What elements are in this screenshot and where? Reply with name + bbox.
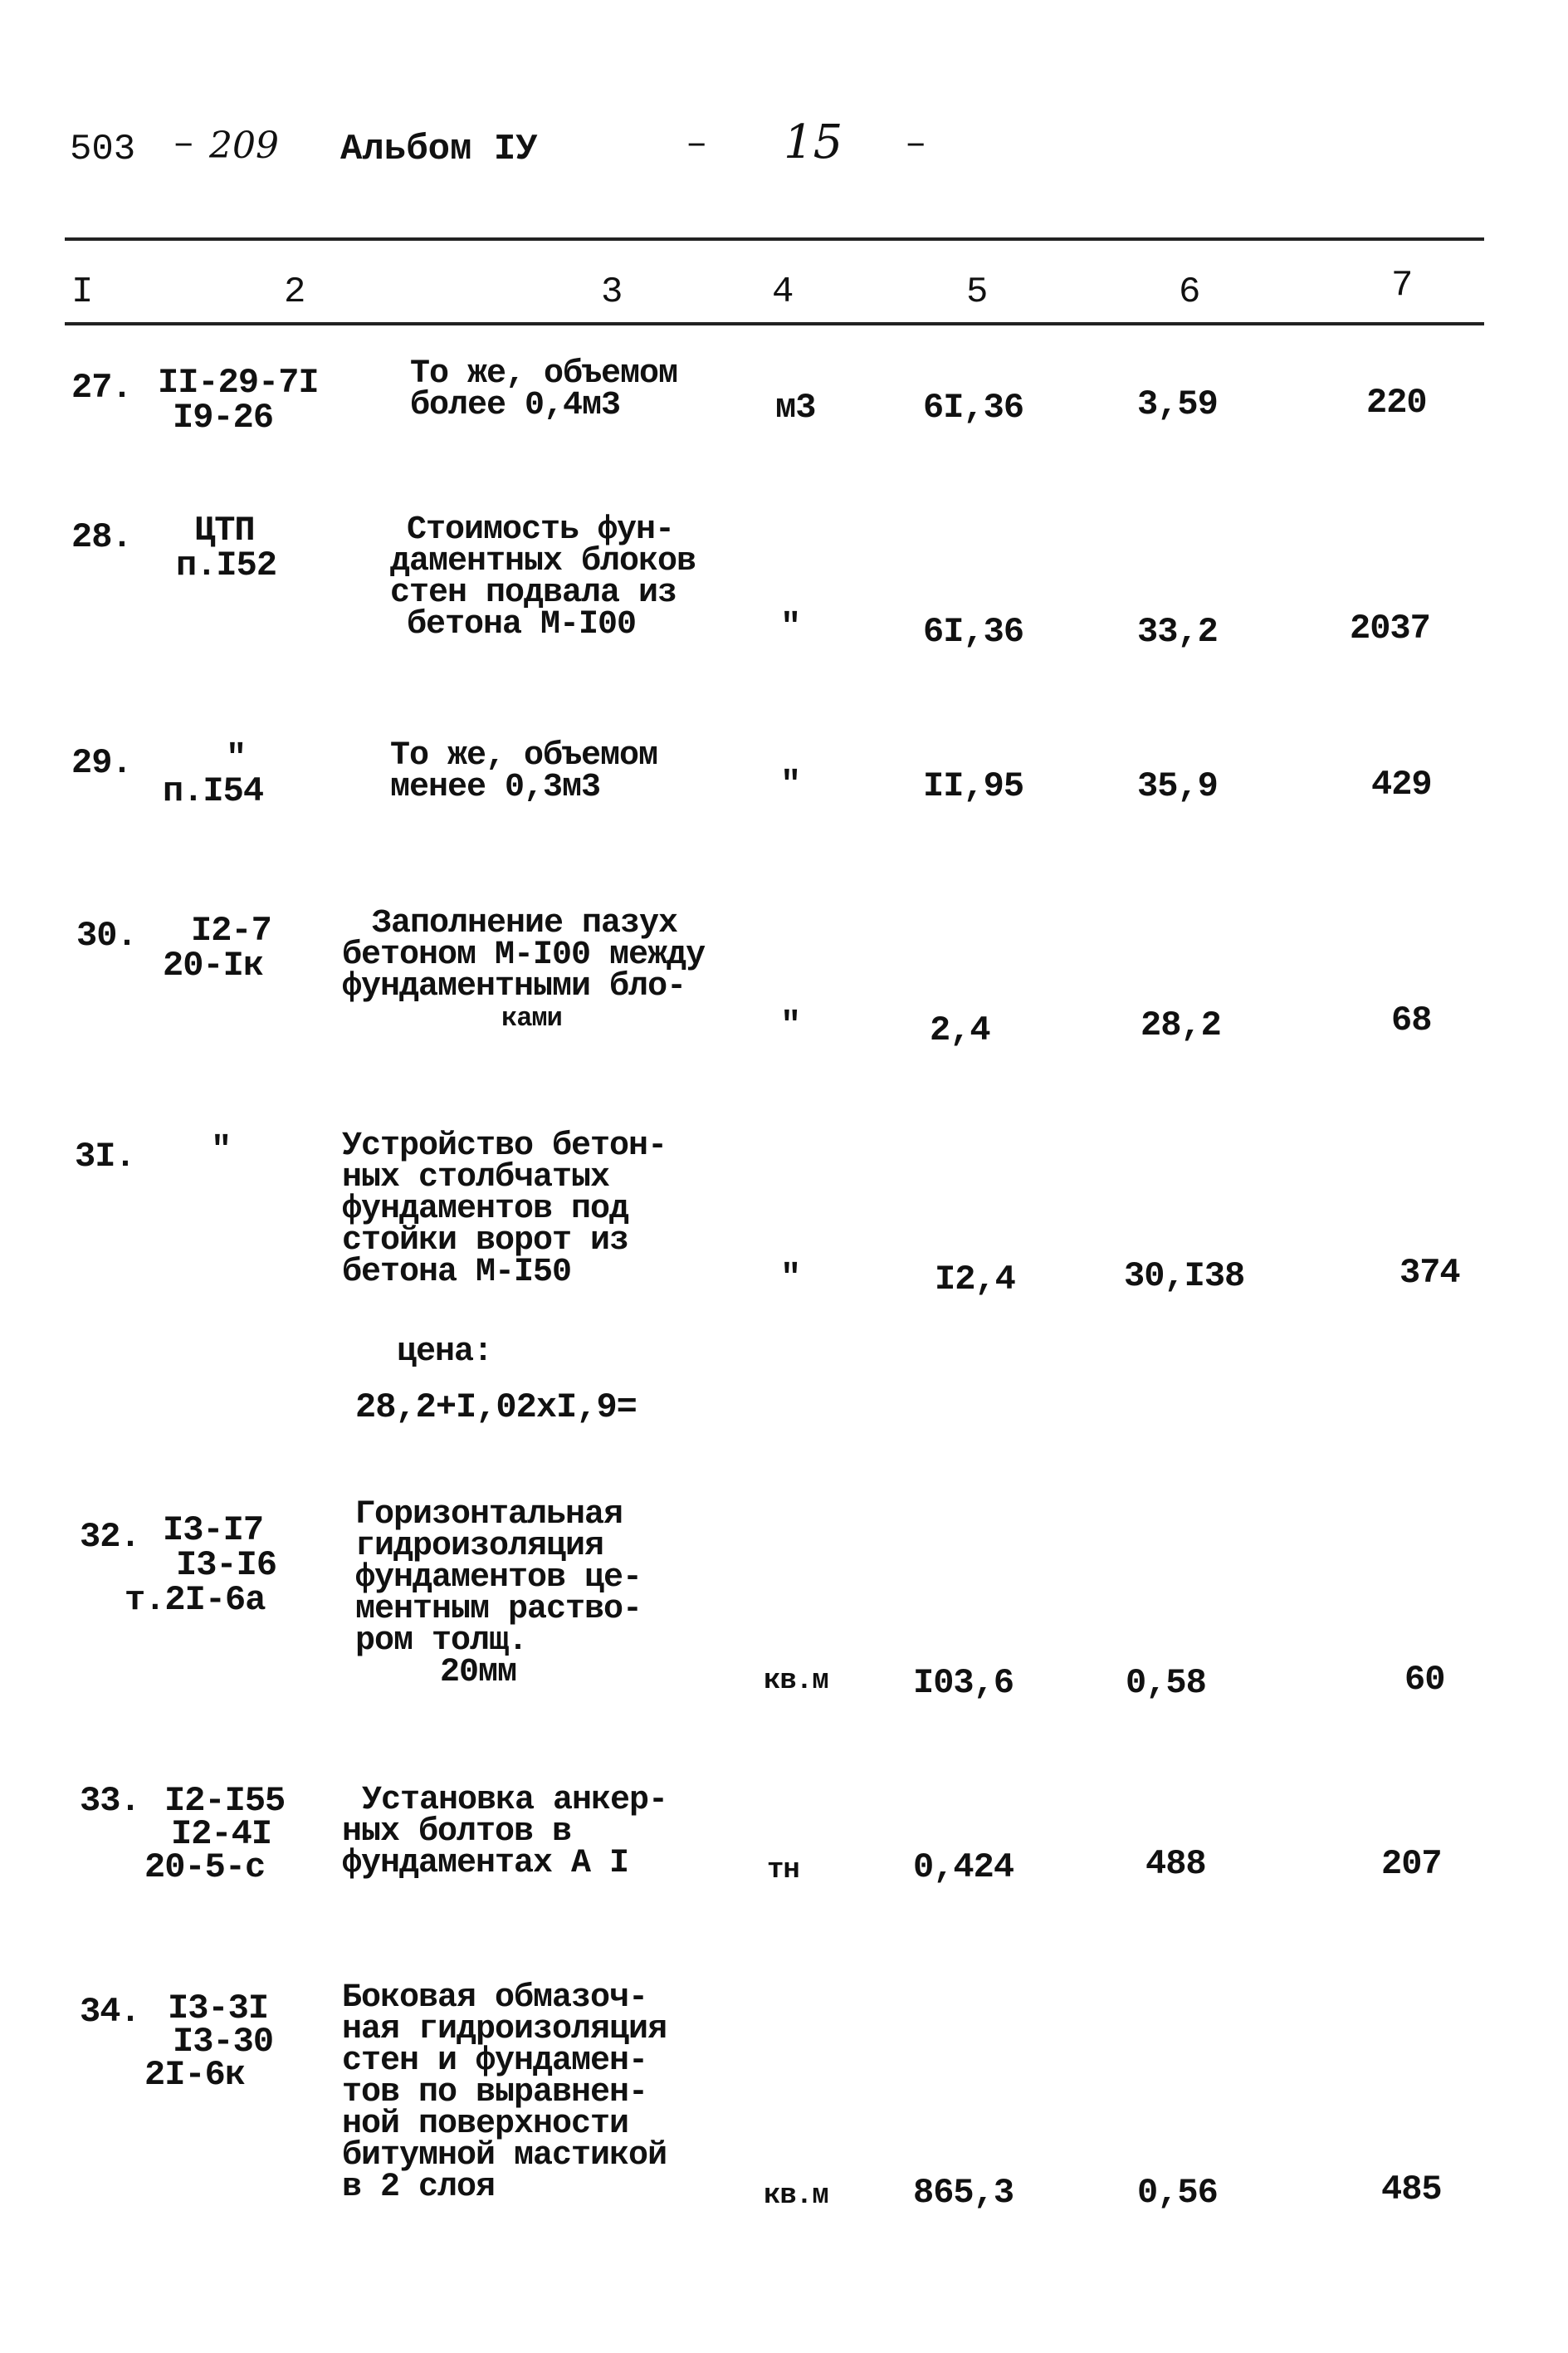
header-dash: – — [905, 124, 927, 165]
row-code: I9-26 — [173, 398, 274, 438]
row-code: т.2I-6а — [125, 1580, 266, 1620]
row-code: I3-3I — [168, 1989, 269, 2028]
row-unit-price: 30,I38 — [1124, 1256, 1245, 1296]
row-unit-price: 3,59 — [1137, 384, 1218, 424]
column-header: 4 — [772, 272, 794, 313]
row-description: более 0,4м3 — [410, 387, 621, 424]
row-code: " — [226, 738, 247, 778]
row-unit: " — [780, 1258, 801, 1298]
row-code: ЦТП — [194, 511, 255, 550]
row-total: 220 — [1366, 383, 1427, 423]
row-description: ками — [501, 1003, 562, 1034]
column-header: I — [71, 272, 94, 313]
row-total: 485 — [1381, 2170, 1442, 2209]
row-unit-price: 0,58 — [1126, 1663, 1206, 1703]
row-total: 429 — [1371, 765, 1432, 805]
header-dash: – — [686, 124, 708, 165]
row-description: стойки ворот из — [342, 1222, 629, 1260]
row-code: 2I-6к — [144, 2055, 246, 2095]
table-top-rule — [65, 237, 1484, 241]
row-code: I3-I7 — [163, 1510, 264, 1550]
price-note-label: цена: — [397, 1333, 493, 1371]
row-description: стен подвала из — [390, 575, 677, 612]
row-number: 30. — [76, 916, 137, 956]
row-total: 68 — [1391, 1000, 1432, 1040]
column-header: 5 — [966, 272, 989, 313]
row-description: ная гидроизоляция — [342, 2011, 667, 2048]
row-quantity: 6I,36 — [923, 612, 1024, 652]
row-description: бетона М-I50 — [342, 1254, 572, 1291]
row-description: битумной мастикой — [342, 2137, 667, 2174]
column-header: 2 — [284, 272, 306, 313]
doc-number: 503 — [70, 129, 136, 170]
row-code: " — [211, 1130, 232, 1170]
row-unit: кв.м — [764, 2180, 828, 2212]
row-quantity: II,95 — [923, 766, 1024, 806]
row-unit: " — [780, 1005, 801, 1045]
table-header-rule — [65, 322, 1484, 325]
row-code: I2-I55 — [164, 1781, 286, 1821]
row-description: стен и фундамен- — [342, 2042, 648, 2080]
row-description: менее 0,3м3 — [390, 769, 601, 806]
row-total: 207 — [1381, 1844, 1442, 1884]
row-description: Стоимость фун- — [407, 511, 675, 549]
row-description: фундаментов под — [342, 1191, 629, 1228]
row-quantity: 0,424 — [913, 1847, 1014, 1887]
column-header: 7 — [1391, 265, 1414, 306]
row-unit: тн — [767, 1855, 799, 1886]
row-description: фундаментными бло- — [342, 968, 686, 1005]
row-description: Боковая обмазоч- — [342, 1979, 648, 2017]
row-description: Заполнение пазух — [372, 905, 678, 942]
row-description: даментных блоков — [390, 543, 696, 580]
row-description: бетоном М-I00 между — [342, 937, 706, 974]
row-description: То же, объемом — [410, 355, 678, 393]
row-code: 20-5-с — [144, 1847, 266, 1887]
row-quantity: 865,3 — [913, 2173, 1014, 2213]
row-number: 28. — [71, 517, 132, 557]
page-number: 15 — [784, 115, 843, 169]
row-total: 374 — [1399, 1253, 1460, 1293]
row-number: 32. — [80, 1517, 140, 1557]
row-quantity: I03,6 — [913, 1663, 1014, 1703]
row-code: п.I54 — [163, 771, 264, 811]
row-number: 29. — [71, 743, 132, 783]
row-total: 60 — [1404, 1660, 1445, 1700]
row-code: II-29-7I — [158, 363, 319, 403]
row-description: Устройство бетон- — [342, 1128, 667, 1165]
album-label: Альбом IУ — [340, 129, 538, 170]
row-description: тов по выравнен- — [342, 2074, 648, 2111]
row-unit: кв.м — [764, 1666, 828, 1697]
row-description: фундаментах А I — [342, 1845, 629, 1882]
row-code: п.I52 — [176, 545, 277, 585]
row-description: ных столбчатых — [342, 1159, 610, 1196]
row-description: бетона М-I00 — [407, 606, 637, 643]
row-description: Установка анкер- — [362, 1782, 668, 1819]
row-number: 33. — [80, 1781, 140, 1821]
header-dash: – — [173, 124, 195, 165]
row-description: в 2 слоя — [342, 2169, 496, 2206]
row-unit-price: 28,2 — [1141, 1005, 1221, 1045]
row-quantity: 6I,36 — [923, 388, 1024, 428]
row-description: ментным раство- — [355, 1591, 642, 1628]
row-unit-price: 0,56 — [1137, 2173, 1218, 2213]
price-note-formula: 28,2+I,02хI,9= — [355, 1387, 637, 1427]
row-description: То же, объемом — [390, 737, 658, 775]
row-unit: " — [780, 607, 801, 647]
column-header: 6 — [1179, 272, 1201, 313]
row-unit: " — [780, 765, 801, 805]
row-unit: м3 — [775, 388, 816, 428]
row-description: ной поверхности — [342, 2106, 629, 2143]
row-code: I3-I6 — [176, 1545, 277, 1585]
row-quantity: 2,4 — [930, 1010, 990, 1050]
row-number: 27. — [71, 368, 132, 408]
row-unit-price: 488 — [1145, 1844, 1206, 1884]
row-unit-price: 35,9 — [1137, 766, 1218, 806]
row-code: I2-4I — [171, 1814, 272, 1854]
row-description: фундаментов це- — [355, 1559, 642, 1597]
row-description: ром толщ. — [355, 1622, 528, 1660]
row-description: ных болтов в — [342, 1813, 572, 1851]
row-unit-price: 33,2 — [1137, 612, 1218, 652]
row-code: I3-30 — [173, 2022, 274, 2062]
row-description: 20мм — [440, 1654, 517, 1691]
row-number: 34. — [80, 1992, 140, 2032]
row-code: I2-7 — [191, 911, 271, 951]
row-number: 3I. — [75, 1137, 135, 1176]
row-quantity: I2,4 — [935, 1260, 1015, 1299]
series-number: 209 — [209, 125, 279, 167]
row-total: 2037 — [1350, 609, 1430, 648]
row-description: гидроизоляция — [355, 1528, 604, 1565]
row-description: Горизонтальная — [355, 1496, 623, 1534]
row-code: 20-Iк — [163, 946, 264, 986]
column-header: 3 — [601, 272, 623, 313]
